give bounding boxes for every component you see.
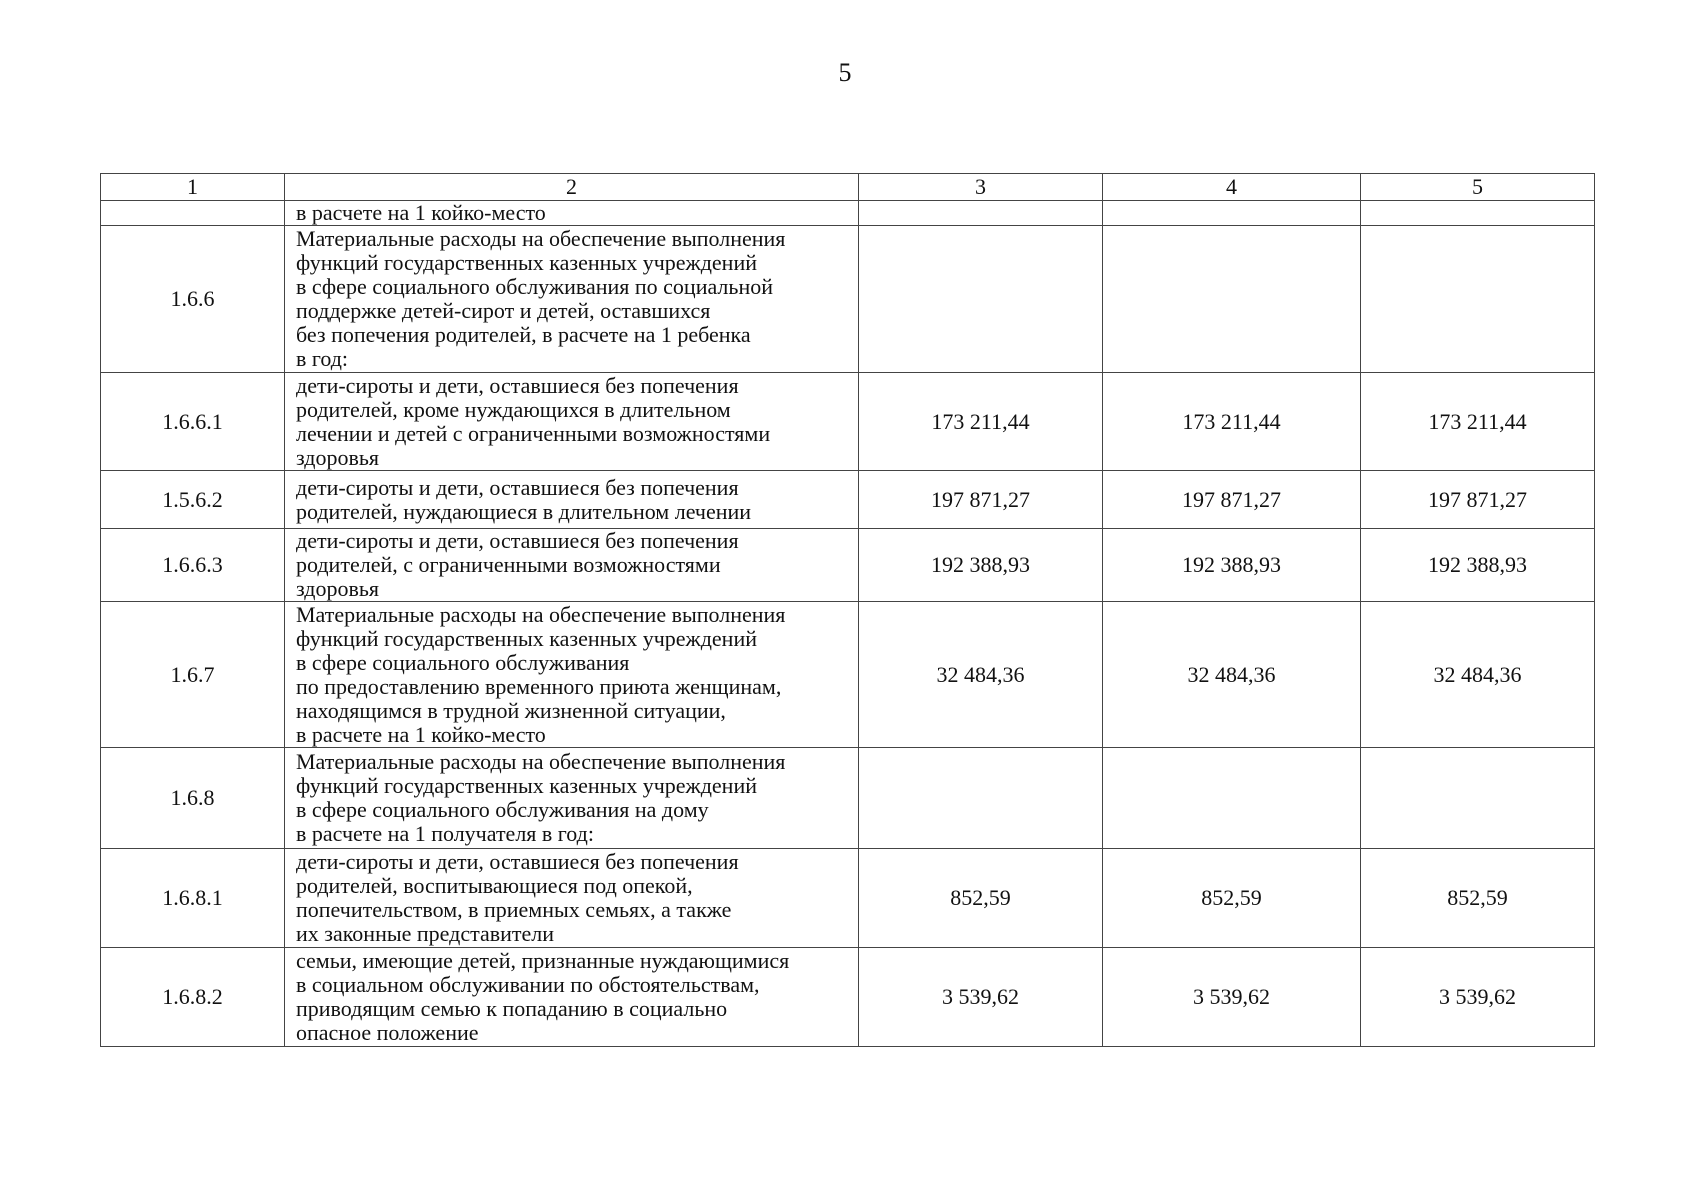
table-row [101, 201, 1595, 226]
row-description: Материальные расходы на обеспечение выполнения функций государственных казенных учреждений в сфере социального обслуживания по предоставлению временного приюта женщинам, находящимся в трудной жизненной ситуации, в расчете на 1 койко-место [285, 602, 859, 748]
expense-norms-table [100, 173, 1595, 1047]
row-description: дети-сироты и дети, оставшиеся без попечения родителей, воспитывающиеся под опекой, попечительством, в приемных семьях, а также их законные представители [285, 849, 859, 948]
value-col-4 [1103, 226, 1361, 373]
value-col-5 [1361, 748, 1595, 849]
row-number: 1.6.8.2 [101, 948, 285, 1047]
row-description: дети-сироты и дети, оставшиеся без попечения родителей, с ограниченными возможностями здоровья [285, 529, 859, 602]
table-row [101, 373, 1595, 471]
value-col-3 [859, 201, 1103, 226]
value-col-4: 852,59 [1103, 849, 1361, 948]
value-col-3: 173 211,44 [859, 373, 1103, 471]
table-row [101, 602, 1595, 748]
row-number: 1.6.6.1 [101, 373, 285, 471]
value-col-3: 3 539,62 [859, 948, 1103, 1047]
value-col-5: 192 388,93 [1361, 529, 1595, 602]
header-col-2: 2 [285, 174, 859, 201]
row-description: Материальные расходы на обеспечение выполнения функций государственных казенных учреждений в сфере социального обслуживания по социальной поддержке детей-сирот и детей, оставшихся без попечения родителей, в расчете на 1 ребенка в год: [285, 226, 859, 373]
table-row [101, 849, 1595, 948]
row-number: 1.6.8 [101, 748, 285, 849]
value-col-4: 3 539,62 [1103, 948, 1361, 1047]
value-col-4: 197 871,27 [1103, 471, 1361, 529]
value-col-4: 173 211,44 [1103, 373, 1361, 471]
value-col-5 [1361, 201, 1595, 226]
page-number: 5 [838, 58, 852, 87]
value-col-5 [1361, 226, 1595, 373]
value-col-4 [1103, 201, 1361, 226]
value-col-5: 32 484,36 [1361, 602, 1595, 748]
row-description: дети-сироты и дети, оставшиеся без попечения родителей, кроме нуждающихся в длительном лечении и детей с ограниченными возможностями здоровья [285, 373, 859, 471]
value-col-3 [859, 226, 1103, 373]
row-description: в расчете на 1 койко-место [285, 201, 859, 226]
row-number: 1.6.8.1 [101, 849, 285, 948]
header-col-4: 4 [1103, 174, 1361, 201]
table-row [101, 748, 1595, 849]
table-row [101, 226, 1595, 373]
value-col-3 [859, 748, 1103, 849]
value-col-3: 192 388,93 [859, 529, 1103, 602]
value-col-4: 32 484,36 [1103, 602, 1361, 748]
value-col-3: 32 484,36 [859, 602, 1103, 748]
header-col-5: 5 [1361, 174, 1595, 201]
row-number: 1.6.7 [101, 602, 285, 748]
row-number: 1.6.6 [101, 226, 285, 373]
row-number [101, 201, 285, 226]
header-col-3: 3 [859, 174, 1103, 201]
header-col-1: 1 [101, 174, 285, 201]
value-col-3: 852,59 [859, 849, 1103, 948]
value-col-4: 192 388,93 [1103, 529, 1361, 602]
table-header-row [101, 174, 1595, 201]
table-row [101, 529, 1595, 602]
row-number: 1.5.6.2 [101, 471, 285, 529]
row-description: Материальные расходы на обеспечение выполнения функций государственных казенных учреждений в сфере социального обслуживания на дому в расчете на 1 получателя в год: [285, 748, 859, 849]
table-row [101, 471, 1595, 529]
value-col-4 [1103, 748, 1361, 849]
row-description: дети-сироты и дети, оставшиеся без попечения родителей, нуждающиеся в длительном лечении [285, 471, 859, 529]
value-col-5: 3 539,62 [1361, 948, 1595, 1047]
value-col-5: 197 871,27 [1361, 471, 1595, 529]
value-col-5: 852,59 [1361, 849, 1595, 948]
value-col-5: 173 211,44 [1361, 373, 1595, 471]
row-description: семьи, имеющие детей, признанные нуждающимися в социальном обслуживании по обстоятельствам, приводящим семью к попаданию в социально опасное положение [285, 948, 859, 1047]
table-row [101, 948, 1595, 1047]
value-col-3: 197 871,27 [859, 471, 1103, 529]
row-number: 1.6.6.3 [101, 529, 285, 602]
